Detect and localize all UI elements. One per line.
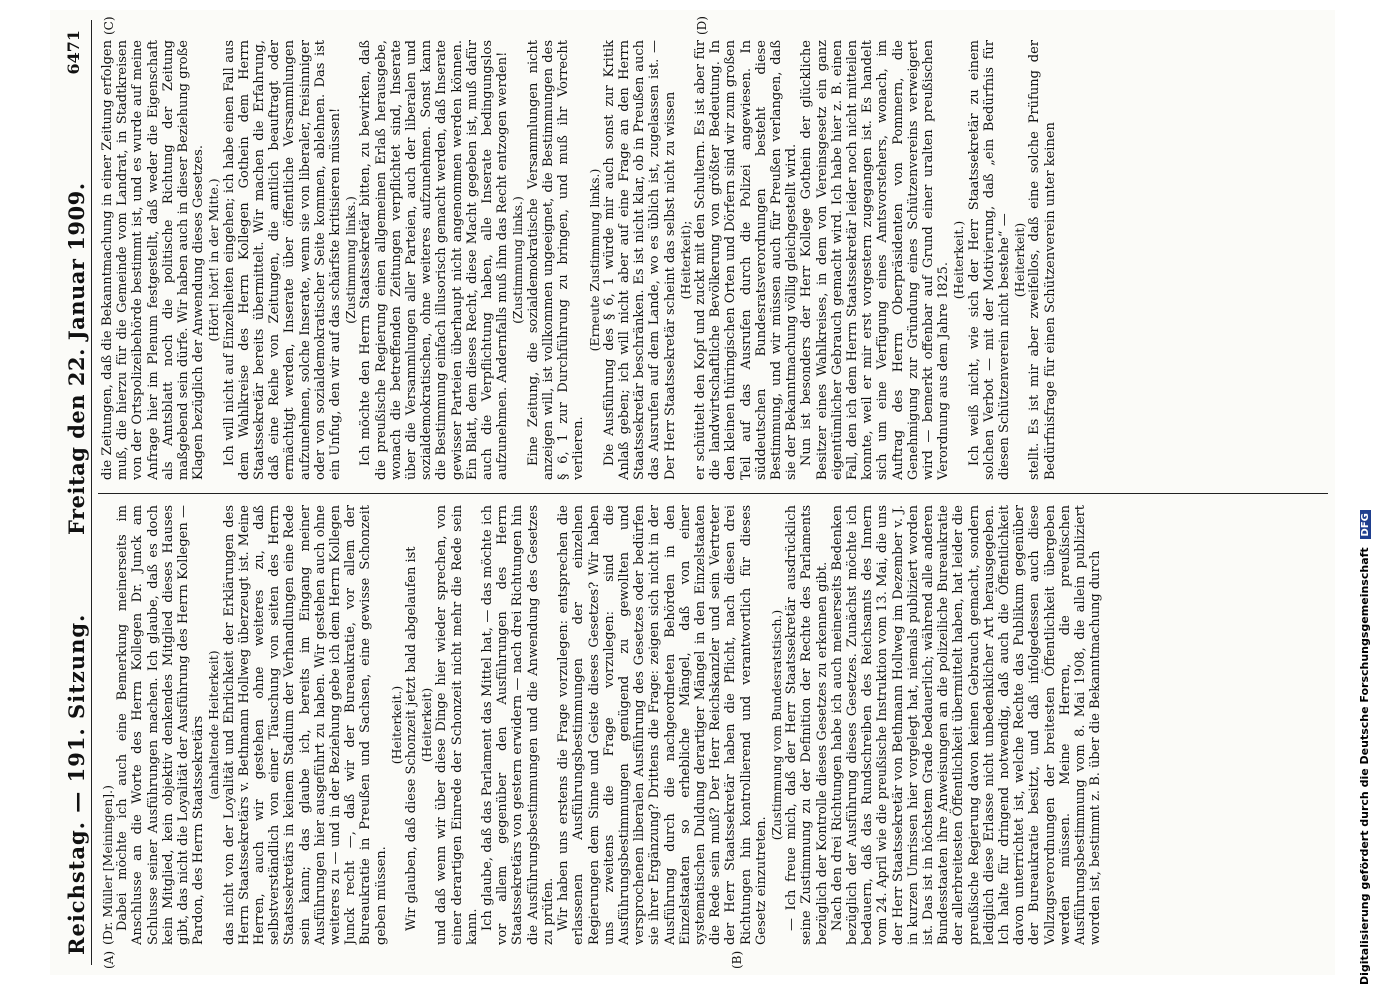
paragraph: Ich weiß nicht, wie sich der Herr Staatssekretär zu einem solchen Verbot — mit der Motivierung, daß „ein Bedürfnis für diesen Schützenverein nicht bestehe“ — <box>966 40 1012 480</box>
credit-text: Digitalisierung gefördert durch die Deutsche Forschungsgemeinschaft <box>1358 547 1371 985</box>
interjection: (Heiterkeit); <box>677 220 693 300</box>
margin-marker-b: (B) <box>730 950 744 969</box>
column-divider <box>98 493 1328 494</box>
right-column <box>100 40 1325 480</box>
interjection: (Heiterkeit.) <box>388 685 404 765</box>
dfg-logo: DFG <box>1360 510 1371 539</box>
paragraph: das nicht von der Loyalität und Ehrlichkeit der Erklärungen des Herrn Staatssekretärs v. Bethmann Hollweg überzeugt ist. Meine Herren, auch wir gestehen ohne weiteres zu, daß selbstverständlich von einer Täuschung von seiten des Herrn Staatssekretärs in keinem Stadium der Verhandlungen eine Rede sein kann; das glaube ich, bereits im Eingang meiner Ausführungen hier ausgeführt zu haben. Wir gestehen auch ohne weiteres zu — und in der Beziehung gebe ich dem Herrn Kollegen Junck recht —, daß wir der Bureaukratie, vor allem der Bureaukratie in Preußen und Sachsen, eine gewisse Schonzeit geben müssen. <box>221 505 389 945</box>
interjection: (Zustimmung vom Bundesratstisch.) <box>768 609 784 841</box>
interjection: (Heiterkeit) <box>419 687 435 763</box>
interjection: (Hört! hört! in der Mitte.) <box>206 178 222 342</box>
page-number: 6471 <box>64 30 83 75</box>
digitization-credit <box>1358 0 1374 985</box>
header-rule <box>91 20 92 965</box>
interjection: (Erneute Zustimmung links.) <box>586 168 602 352</box>
paragraph: Die Ausführung des § 6, 1 würde mir auch sonst zur Kritik Anlaß geben; ich will nicht aber auf eine Frage an den Herrn Staatssekretär beschränken. Es ist nicht klar, ob in Preußen auch das Ausrufen auf dem Lande, wo es üblich ist, zugelassen ist. — Der Herr Staatssekretär scheint das selbst nicht zu wissen <box>601 40 678 480</box>
scanned-document-page <box>50 10 1335 975</box>
margin-marker-a: (A) <box>102 950 116 969</box>
left-column <box>100 505 1325 945</box>
paragraph: die Zeitungen, daß die Bekanntmachung in einer Zeitung erfolgen muß, die hierzu für die Gemeinde vom Landrat, in Stadtkreisen von der Ortspolizeibehörde bestimmt ist, und es wurde auf meine Anfrage hier im Plenum festgestellt, daß weder die Eigenschaft als Amtsblatt noch die politische Richtung der Zeitung maßgebend sein dürfe. Wir haben auch in dieser Beziehung große Klagen bezüglich der Anwendung dieses Gesetzes. <box>100 40 207 480</box>
speaker-line: (Dr. Müller [Meiningen].) <box>100 785 115 945</box>
margin-marker-c: (C) <box>102 16 116 35</box>
header-date: Freitag den 22. Januar 1909. <box>64 182 89 535</box>
page-header <box>58 20 92 965</box>
interjection: (Heiterkeit) <box>1012 222 1028 298</box>
margin-marker-d: (D) <box>695 16 709 35</box>
paragraph: Wir glauben, daß diese Schonzeit jetzt bald abgelaufen ist <box>404 546 420 931</box>
paragraph: Ich glaube, daß das Parlament das Mittel hat, — das möchte ich vor allem gegenüber den Ausführungen des Herrn Staatssekretärs von gestern erwidern — nach drei Richtungen hin die Ausführungsbestimmungen und die Anwendung des Gesetzes zu prüfen. <box>480 505 556 945</box>
paragraph: — Ich freue mich, daß der Herr Staatssekretär ausdrücklich seine Zustimmung zu der Definition der Rechte des Parlaments bezüglich der Kontrolle dieses Gesetzes zu erkennen gibt. <box>784 505 830 945</box>
interjection: (anhaltende Heiterkeit) <box>206 650 222 800</box>
paragraph: Ich möchte den Herrn Staatssekretär bitten, zu bewirken, daß die preußische Regierung einen allgemeinen Erlaß herausgebe, wonach die betreffenden Zeitungen verpflichtet sind, Inserate über die Versammlungen aller Parteien, auch der liberalen und sozialdemokratischen, ohne weiteres aufzunehmen. Sonst kann die Bestimmung einfach illusorisch gemacht werden, daß Inserate gewisser Parteien überhaupt nicht angenommen werden können. Ein Blatt, dem dieses Recht, diese Macht gegeben ist, muß dafür auch die Verpflichtung haben, alle Inserate bedingungslos aufzunehmen. Andernfalls muß ihm das Recht entzogen werden! <box>358 40 511 480</box>
paragraph: Wir haben uns erstens die Frage vorzulegen: entsprechen die erlassenen Ausführungsbestimmungen der einzelnen Regierungen dem Sinne und Geiste dieses Gesetzes? Wir haben uns zweitens die Frage vorzulegen: sind die Ausführungsbestimmungen genügend zu gewollten und versprochenen liberalen Ausführung des Gesetzes oder bedürfen sie ihrer Ergänzung? Drittens die Frage: zeigen sich nicht in der Ausführung durch die nachgeordneten Behörden in den Einzelstaaten so erhebliche Mängel, daß von einer systematischen Duldung derartiger Mängel in den Einzelstaaten die Rede sein muß? Der Herr Reichskanzler und sein Vertreter der Herr Staatssekretär haben die Pflicht, nach diesen drei Richtungen hin kontrollierend und verantwortlich für dieses Gesetz einzutreten. <box>556 505 769 945</box>
interjection: (Heiterkeit.) <box>951 220 967 300</box>
paragraph: Nach den drei Richtungen habe ich auch meinerseits Bedenken bezüglich der Ausführung dieses Gesetzes. Zunächst möchte ich bedauern, daß das Rundschreiben des Reichsamts des Innern vom 24. April wie die preußische Instruktion vom 13. Mai, die uns der Herr Staatssekretär von Bethmann Hollweg im Dezember v. J. in kurzen Umrissen hier vorgelegt hat, niemals publiziert worden ist. Das ist in höchstem Grade bedauerlich; während alle anderen Bundesstaaten ihre Anweisungen an die polizeiliche Bureaukratie der allerbreitesten Öffentlichkeit übermittelt haben, hat leider die preußische Regierung davon keinen Gebrauch gemacht, sondern lediglich diese Erlasse nicht unbedenklicher Art herausgegeben. Ich halte für dringend notwendig, daß auch die Öffentlichkeit davon unterrichtet ist, welche Rechte das Publikum gegenüber der Bureaukratie besitzt, und daß infolgedessen auch diese Vollzugsverordnungen der breitesten Öffentlichkeit übergeben werden müssen. Meine Herren, die preußischen Ausführungsbestimmung vom 8. Mai 1908, die allein publiziert worden ist, bestimmt z. B. über die Bekanntmachung durch <box>829 505 1104 945</box>
interjection: (Zustimmung links.) <box>343 196 359 324</box>
paragraph: Nun ist besonders der Herr Kollege Gothein der glückliche Besitzer eines Wahlkreises, in dem von Vereinsgesetz ein ganz eigentümlicher Gebrauch gemacht wird. Ich habe hier z. B. einen Fall, den ich dem Herrn Staatssekretär leider noch nicht mitteilen konnte, weil er mir erst vorgestern zugegangen ist. Es handelt sich um eine Verfügung eines Amtsvorstehers, wonach, im Auftrag des Herrn Oberpräsidenten von Pommern, die Genehmigung zur Gründung eines Schützenvereins verweigert wird — bemerkt offenbar auf Grund einer uralten preußischen Verordnung aus dem Jahre 1825. <box>799 40 952 480</box>
paragraph: Eine Zeitung, die sozialdemokratische Versammlungen nicht anzeigen will, ist vollkommen ungeeignet, die Bestimmungen des § 6, 1 zur Durchführung zu bringen, und muß ihr Vorrecht verlieren. <box>525 40 587 480</box>
paragraph: stellt. Es ist mir aber zweifellos, daß eine solche Prüfung der Bedürfnisfrage für einen Schützenverein unter keinen <box>1027 40 1058 480</box>
interjection: (Zustimmung links.) <box>510 196 526 324</box>
paragraph: Dabei möchte ich auch eine Bemerkung meinerseits im Anschlusse an die Worte des Herrn Kollegen Dr. Junck am Schlusse seiner Ausführungen machen. Ich glaube, daß es doch kein Mitglied, kein objektiv denkendes Mitglied dieses Hauses gibt, das nicht die Loyalität der Ausführung des Herrn Kollegen — Pardon, des Herrn Staatssekretärs <box>115 505 207 945</box>
header-title: Reichstag. — 191. Sitzung. <box>64 613 89 955</box>
paragraph: und daß wenn wir über diese Dinge hier wieder sprechen, von einer derartigen Einrede der Schonzeit nicht mehr die Rede sein kann. <box>434 505 480 945</box>
paragraph: er schüttelt den Kopf und zuckt mit den Schultern. Es ist aber für die landwirtschaftliche Bevölkerung von größter Bedeutung. In den kleinen thüringischen Orten und Dörfern sind wir zum großen Teil auf das Ausrufen durch die Polizei angewiesen. In süddeutschen Bundesratsverordnungen besteht diese Bestimmung, und wir müssen auch für Preußen verlangen, daß sie der Bekanntmachung völlig gleichgestellt wird. <box>692 40 800 480</box>
paragraph: Ich will nicht auf Einzelheiten eingehen; ich habe einen Fall aus dem Wahlkreise des Herrn Kollegen Gothein dem Herrn Staatssekretär bereits übermittelt. Wir machen die Erfahrung, daß eine Reihe von Zeitungen, die amtlich beauftragt oder ermächtigt werden, Inserate über öffentliche Versammlungen aufzunehmen, solche Inserate, wenn sie von liberaler, freisinniger oder von sozialdemokratischer Seite kommen, ablehnen. Das ist ein Unfug, den wir auf das schärfste kritisieren müssen! <box>221 40 344 480</box>
